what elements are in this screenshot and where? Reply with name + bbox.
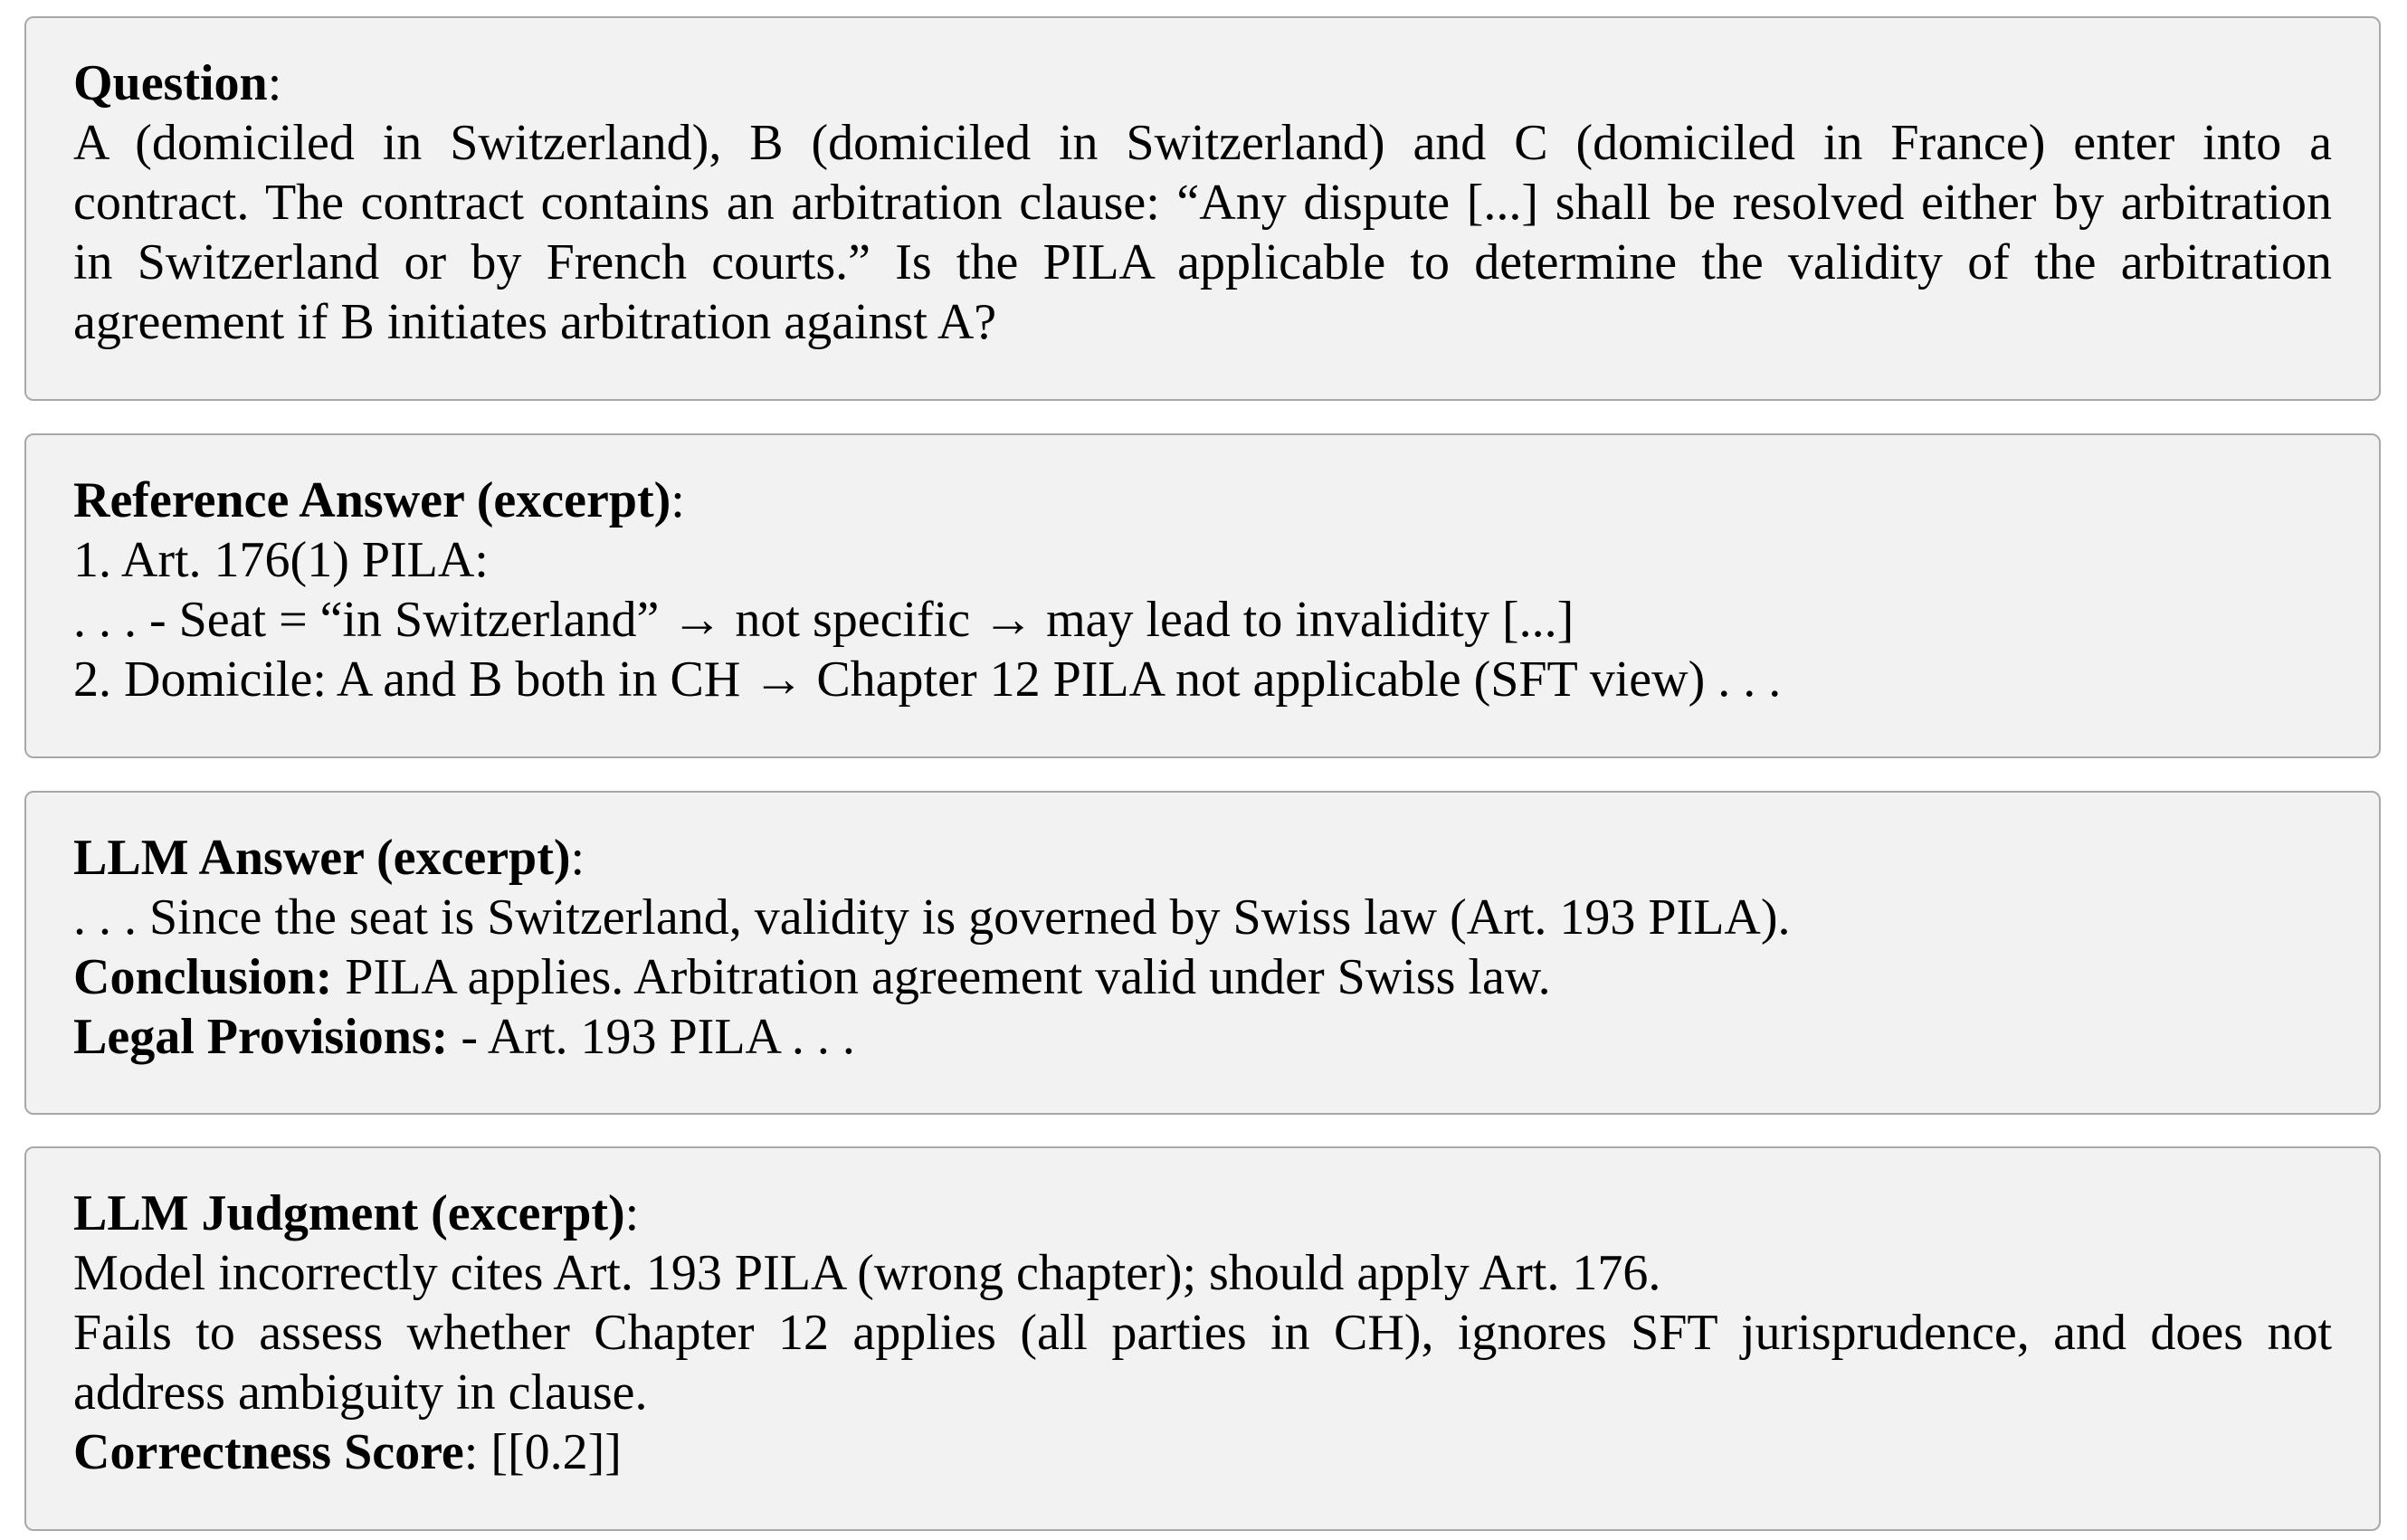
conclusion-text: PILA applies. Arbitration agreement valid under Swiss law. bbox=[332, 949, 1551, 1005]
reference-line-1: 1. Art. 176(1) PILA: bbox=[73, 532, 489, 588]
judgment-line-2: Fails to assess whether Chapter 12 applies (all parties in CH), ignores SFT jurisprudence, and does not bbox=[73, 1305, 2332, 1361]
question-line-1: A (domiciled in Switzerland), B (domiciled in Switzerland) and C (domiciled in France) enter into a bbox=[73, 115, 2332, 171]
question-line-2: contract. The contract contains an arbitration clause: “Any dispute [...] shall be resolved either by arbitration bbox=[73, 175, 2332, 231]
llm-answer-heading-label: LLM Answer (excerpt) bbox=[73, 830, 571, 886]
judgment-heading-label: LLM Judgment (excerpt) bbox=[73, 1185, 625, 1241]
llm-judgment-box bbox=[24, 1146, 2381, 1531]
question-box bbox=[24, 16, 2381, 401]
judgment-line-3: address ambiguity in clause. bbox=[73, 1364, 648, 1421]
question-line-3: in Switzerland or by French courts.” Is the PILA applicable to determine the validity of the arbitration bbox=[73, 234, 2332, 290]
legal-provisions-text: - Art. 193 PILA . . . bbox=[448, 1009, 855, 1065]
judgment-heading bbox=[73, 1184, 2332, 1243]
correctness-score bbox=[73, 1422, 2332, 1482]
llm-answer-box bbox=[24, 791, 2381, 1115]
reference-heading-sep: : bbox=[671, 472, 685, 528]
question-heading bbox=[73, 53, 2332, 113]
judgment-line-1: Model incorrectly cites Art. 193 PILA (wrong chapter); should apply Art. 176. bbox=[73, 1245, 1661, 1301]
llm-answer-heading bbox=[73, 828, 2332, 888]
reference-line-3: 2. Domicile: A and B both in CH → Chapter 12 PILA not applicable (SFT view) . . . bbox=[73, 651, 1782, 708]
correctness-score-sep: : bbox=[463, 1424, 479, 1480]
reference-heading bbox=[73, 471, 2332, 530]
question-heading-sep: : bbox=[267, 55, 282, 111]
llm-answer-heading-sep: : bbox=[570, 830, 585, 886]
legal-provisions-label: Legal Provisions: bbox=[73, 1009, 449, 1065]
correctness-score-value: [[0.2]] bbox=[478, 1424, 622, 1480]
question-line-4: agreement if B initiates arbitration against A? bbox=[73, 294, 997, 350]
question-heading-label: Question bbox=[73, 55, 268, 111]
reference-answer-box bbox=[24, 433, 2381, 758]
reference-heading-label: Reference Answer (excerpt) bbox=[73, 472, 671, 528]
llm-answer-provisions bbox=[73, 1007, 2332, 1067]
correctness-score-label: Correctness Score bbox=[73, 1424, 464, 1480]
conclusion-label: Conclusion: bbox=[73, 949, 333, 1005]
llm-answer-conclusion bbox=[73, 947, 2332, 1007]
reference-line-2: . . . - Seat = “in Switzerland” → not specific → may lead to invalidity [...] bbox=[73, 592, 1575, 648]
llm-answer-line-1: . . . Since the seat is Switzerland, validity is governed by Swiss law (Art. 193 PILA). bbox=[73, 889, 1791, 946]
judgment-heading-sep: : bbox=[624, 1185, 640, 1241]
